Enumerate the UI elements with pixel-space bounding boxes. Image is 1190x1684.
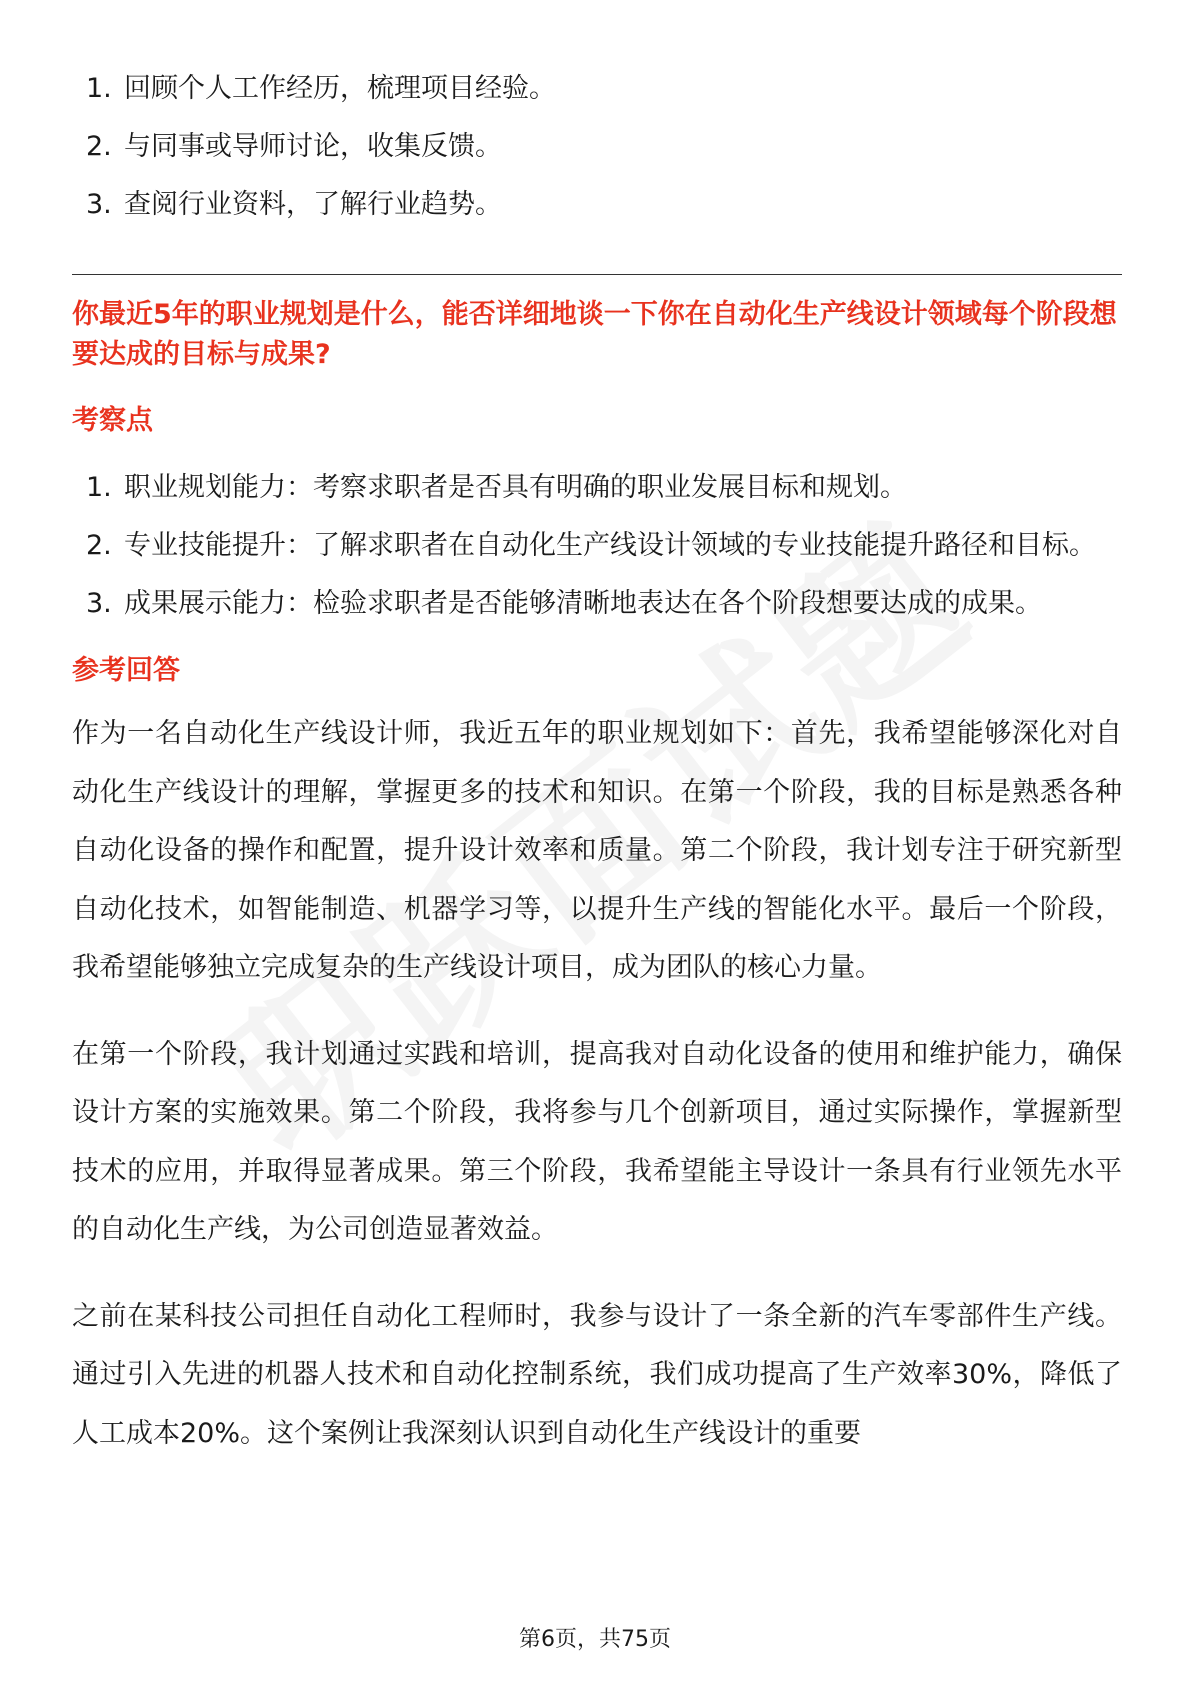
- page-number: 第6页，共75页: [519, 1627, 671, 1652]
- section-divider: [72, 274, 1122, 275]
- answer-paragraph: 之前在某科技公司担任自动化工程师时，我参与设计了一条全新的汽车零部件生产线。通过引入先进的机器人技术和自动化控制系统，我们成功提高了生产效率30%，降低了人工成本20%。这个案例让我深刻认识到自动化生产线设计的重要: [72, 1300, 1122, 1449]
- list-item: 2. 专业技能提升：了解求职者在自动化生产线设计领域的专业技能提升路径和目标。: [86, 530, 1096, 561]
- exam-points-heading: 考察点: [72, 405, 153, 436]
- exam-points-list: [72, 459, 1122, 633]
- question-title: 你最近5年的职业规划是什么，能否详细地谈一下你在自动化生产线设计领域每个阶段想要达成的目标与成果?: [72, 299, 1117, 370]
- answer-paragraph: 作为一名自动化生产线设计师，我近五年的职业规划如下：首先，我希望能够深化对自动化生产线设计的理解，掌握更多的技术和知识。在第一个阶段，我的目标是熟悉各种自动化设备的操作和配置，提升设计效率和质量。第二个阶段，我计划专注于研究新型自动化技术，如智能制造、机器学习等，以提升生产线的智能化水平。最后一个阶段，我希望能够独立完成复杂的生产线设计项目，成为团队的核心力量。: [72, 718, 1122, 983]
- list-item: 3. 成果展示能力：检验求职者是否能够清晰地表达在各个阶段想要达成的成果。: [86, 588, 1042, 619]
- answer-paragraph: 在第一个阶段，我计划通过实践和培训，提高我对自动化设备的使用和维护能力，确保设计方案的实施效果。第二个阶段，我将参与几个创新项目，通过实际操作，掌握新型技术的应用，并取得显著成果。第三个阶段，我希望能主导设计一条具有行业领先水平的自动化生产线，为公司创造显著效益。: [72, 1038, 1122, 1245]
- list-item: 1. 职业规划能力：考察求职者是否具有明确的职业发展目标和规划。: [86, 472, 907, 503]
- previous-answer-list: [72, 60, 1122, 234]
- list-item: 3. 查阅行业资料，了解行业趋势。: [86, 189, 502, 220]
- page-content: [72, 60, 1122, 1491]
- list-item: 2. 与同事或导师讨论，收集反馈。: [86, 131, 502, 162]
- reference-answer-heading: 参考回答: [72, 655, 180, 686]
- list-item: 1. 回顾个人工作经历，梳理项目经验。: [86, 73, 556, 104]
